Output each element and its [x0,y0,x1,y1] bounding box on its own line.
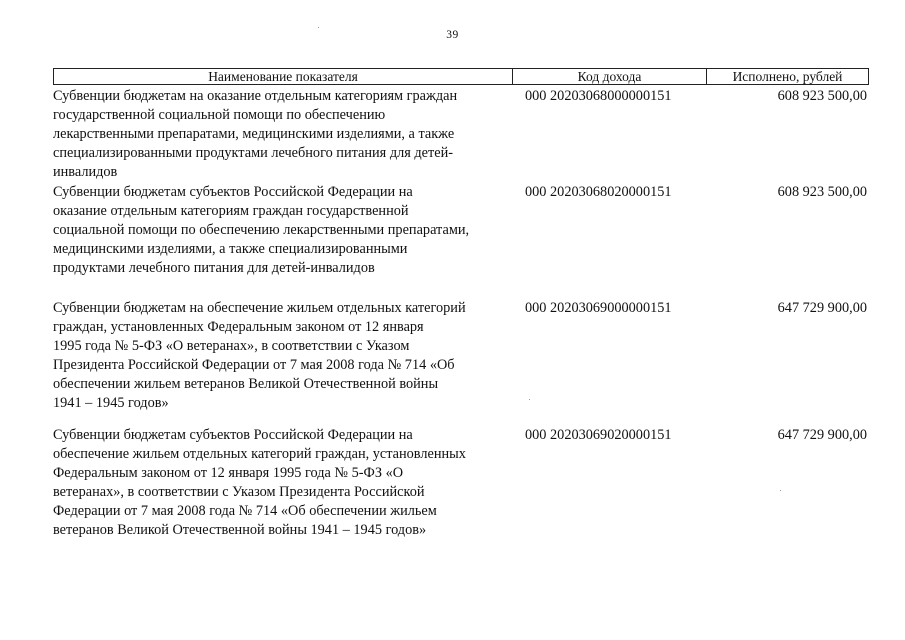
row-code: 000 20203068000000151 [525,88,672,104]
row-amount: 608 923 500,00 [777,88,867,104]
row-amount: 647 729 900,00 [777,300,867,316]
header-amount: Исполнено, рублей [732,69,843,84]
scan-speck [529,399,530,400]
scan-speck [318,27,319,28]
row-amount: 647 729 900,00 [777,427,867,443]
row-code: 000 20203069020000151 [525,427,672,443]
table-header [53,68,869,85]
row-name: Субвенции бюджетам субъектов Российской Федерации на обеспечение жильем отдельных категорий граждан, установленных Федеральным законом от 12 января 1995 года № 5-ФЗ «О ветеранах», в соответствии с Указом Президента Российской Федерации от 7 мая 2008 года № 714 «Об обеспечении жильем ветеранов Великой Отечественной войны 1941 – 1945 годов» [53,427,466,538]
page-number: 39 [446,29,459,41]
row-code: 000 20203068020000151 [525,184,672,200]
header-code: Код дохода [513,69,707,84]
row-code: 000 20203069000000151 [525,300,672,316]
header-name: Наименование показателя [54,69,513,84]
scan-speck [780,490,781,491]
row-name: Субвенции бюджетам на обеспечение жильем отдельных категорий граждан, установленных Федеральным законом от 12 января 1995 года № 5-ФЗ «О ветеранах», в соответствии с Указом Президента Российской Федерации от 7 мая 2008 года № 714 «Об обеспечении жильем ветеранов Великой Отечественной войны 1941 – 1945 годов» [53,300,466,411]
row-name: Субвенции бюджетам на оказание отдельным категориям граждан государственной социальной помощи по обеспечению лекарственными препаратами, медицинскими изделиями, а также специализированными продуктами лечебного питания для детей- инвалидов [53,88,458,180]
row-amount: 608 923 500,00 [777,184,867,200]
row-name: Субвенции бюджетам субъектов Российской Федерации на оказание отдельным категориям граждан государственной социальной помощи по обеспечению лекарственными препаратами, медицинскими изделиями, а также специализированными продуктами лечебного питания для детей-инвалидов [53,184,470,276]
